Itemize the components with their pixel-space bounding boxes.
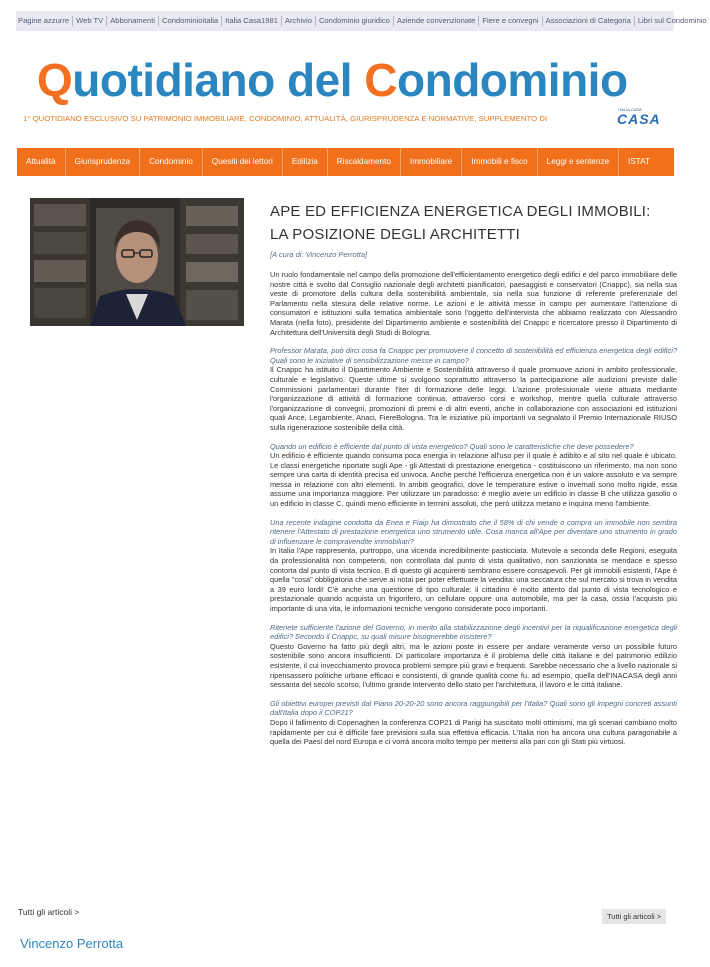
top-nav <box>16 11 707 31</box>
top-nav-associazioni[interactable]: Associazioni di Categoria <box>543 16 635 26</box>
nav-immobiliare[interactable]: Immobiliare <box>401 148 462 176</box>
all-articles-button[interactable]: Tutti gli articoli > <box>602 909 666 924</box>
site-tagline: 1° QUOTIDIANO ESCLUSIVO SU PATRIMONIO IMMOBILIARE, CONDOMINIO, ATTUALITÀ, GIURISPRUDENZA E NORMATIVE, SUPPLEMENTO DI <box>23 114 548 123</box>
top-nav-abbonamenti[interactable]: Abbonamenti <box>107 16 159 26</box>
article-title-line-2: LA POSIZIONE DEGLI ARCHITETTI <box>270 226 521 243</box>
article-body <box>270 270 677 756</box>
top-nav-fiere[interactable]: Fiere e convegni <box>479 16 542 26</box>
qa-block-4 <box>270 623 677 690</box>
nav-riscaldamento[interactable]: Riscaldamento <box>328 148 401 176</box>
article-title-line-1: APE ED EFFICIENZA ENERGETICA DEGLI IMMOBILI: <box>270 203 651 220</box>
logo-text-1: uotidiano del <box>72 54 365 106</box>
logo-letter-q: Q <box>37 54 73 106</box>
question-2: Quando un edificio è efficiente dal punto di vista energetico? Quali sono le caratteristiche che deve possedere? <box>270 441 634 451</box>
nav-edilizia[interactable]: Edilizia <box>283 148 328 176</box>
article-byline: [A cura di: Vincenzo Perrotta] <box>270 250 368 259</box>
top-nav-italia-casa[interactable]: Italia Casa1981 <box>222 16 282 26</box>
qa-block-5 <box>270 699 677 747</box>
answer-4: Questo Governo ha fatto più degli altri, ma le azioni poste in essere per andare veramente verso un possibile futuro sostenibile sono ancora insufficienti. Di particolare importanza è il problema delle città italiane e del patrimonio edilizio esistente, il cui invecchiamento provoca problemi sempre più gravi e frequenti. Sarebbe necessario che a livello nazionale si ripensassero politiche urbane efficaci e consistenti, di grande qualità come fu, ad esempio, quella dell'INACASA degli anni sessanta del secolo scorso, l'ultimo grande intervento dello stato per l'architettura, il lavoro e le città italiane. <box>270 641 677 690</box>
nav-giurisprudenza[interactable]: Giurisprudenza <box>66 148 141 176</box>
top-nav-pagine-azzurre[interactable]: Pagine azzurre <box>16 16 73 26</box>
top-nav-aziende[interactable]: Aziende convenzionate <box>394 16 480 26</box>
question-4: Ritenete sufficiente l'azione del Governo, in merito alla stabilizzazione degli incentivi per la riqualificazione energetica degli edifici? Secondo il Cnappc, su quali misure bisognerebbe insistere? <box>270 622 677 642</box>
author-name[interactable]: Vincenzo Perrotta <box>20 936 124 951</box>
question-3: Una recente indagine condotta da Enea e Fiaip ha dimostrato che il 58% di chi vende o compra un immobile non sembra ritenere l'Attestato di prestazione energetica uno strumento utile. Cosa manca all'Ape per diventare uno strumento in grado di influenzare le compravendite immobiliari? <box>270 517 677 546</box>
qa-block-2 <box>270 442 677 509</box>
answer-2: Un edificio è efficiente quando consuma poca energia in relazione all'uso per il quale è adibito e al sito nel quale è ubicato. Le classi energetiche riportate sugli Ape - gli Attestati di prestazione energetica - costituiscono un riferimento, ma non sono sempre una carta di identità precisa ed univoca. Anche perché l'efficienza energetica non è un valore assoluto e va sempre messa in relazione con altri elementi. In ambiti geografici, dove le temperature estive o invernali sono molto rigide, essa assume una importanza maggiore. Per utilizzare un paradosso: è meglio avere un edificio in classe B che utilizza gasolio o un edificio in classe C, quindi meno efficiente in termini assoluti, che però utilizza metano e inquina meno l'ambiente. <box>270 451 677 509</box>
logo-text-2: ondominio <box>397 54 628 106</box>
qa-block-3 <box>270 518 677 614</box>
site-logo[interactable] <box>37 52 628 108</box>
question-5: Gli obiettivi europei previsti dal Piano 20-20-20 sono ancora raggiungibili per l'Italia? Quali sono gli impegni concreti assunti dall'Italia dopo il COP21? <box>270 698 677 718</box>
article-photo <box>30 198 244 326</box>
qa-block-1 <box>270 346 677 432</box>
answer-1: Il Cnappc ha istituito il Dipartimento Ambiente e Sostenibilità attraverso il quale promuove azioni in ambito professionale, culturale e legislativo. Queste ultime si svolgono soprattutto attraverso la partecipazione alle audizioni previste dalle Commissioni parlamentari durante l'iter di formazione delle leggi. L'azione professionale viene attuata mediante l'organizzazione di attività di formazione continua, attraverso corsi e workshop, mentre quella culturale attraverso l'organizzazione di convegni, promozioni di premi e di altri eventi, anche in collaborazione con associazioni ed istituzioni quali Ance, Legambiente, Anaci, FiereBologna. Tra le iniziative più importanti va segnalato il Premio Internazionale RIUSO sulla rigenerazione sostenibile della città. <box>270 365 677 432</box>
question-1: Professor Marata, può dirci cosa fa Cnappc per promuovere il concetto di sostenibilità ed efficienza energetica degli edifici? Quali sono le iniziative di sensibilizzazione messe in campo? <box>270 346 677 365</box>
answer-5: Dopo il fallimento di Copenaghen la conferenza COP21 di Parigi ha suscitato molti ottimismi, ma gli scenari cambiano molto rapidamente per cui è difficile fare previsioni sulla sua effettiva efficacia. L'Italia non ha ancora una cultura paragonabile a quella dei Paesi del nord Europa e ci vorrà ancora molto tempo per mettersi alla pari con gli Stati più virtuosi. <box>270 717 677 747</box>
article-title <box>270 200 660 246</box>
all-articles-link-left[interactable]: Tutti gli articoli > <box>18 907 80 917</box>
italia-casa-logo[interactable] <box>612 107 664 127</box>
nav-leggi[interactable]: Leggi e sentenze <box>538 148 619 176</box>
top-nav-libri[interactable]: Libri sul Condominio <box>637 16 707 25</box>
top-nav-web-tv[interactable]: Web TV <box>73 16 107 26</box>
casa-logo-small: ITALIA CASA <box>618 107 642 112</box>
main-nav <box>17 148 674 176</box>
top-nav-condominioitalia[interactable]: Condominioitalia <box>159 16 222 26</box>
answer-3: In Italia l'Ape rappresenta, purtroppo, una vicenda incredibilmente pasticciata. Mutevole a seconda delle Regioni, eseguita da professionalità non competenti, non controllata dal punto di vista qualitativo, non sanzionata se mendace e spesso contorta dal punto di vista tecnico. E di questo gli acquirenti sembrano essere consapevoli. Per gli immobili esistenti, l'Ape è quella "cosa" obbligatoria che serve ai notai per poter effettuare la vendita: una seccatura che sul mercato si trova in vendita a 39 euro lordi! C'è anche una questione di tipo culturale: il cittadino è molto attento dal punto di vista tecnologico e prestazionale quando acquista un frigorifero, un cellulare oppure una automobile, ma per la casa, ossia l'acquisto più importante di una vita, le informazioni tecniche vengono considerate poco importanti. <box>270 546 677 613</box>
nav-istat[interactable]: ISTAT <box>628 157 651 166</box>
nav-immobili-fisco[interactable]: Immobili e fisco <box>462 148 537 176</box>
nav-condominio[interactable]: Condominio <box>140 148 203 176</box>
article-intro: Un ruolo fondamentale nel campo della promozione dell'efficientamento energetico degli edifici e del parco immobiliare delle nostre città e svolto dal Consiglio nazionale degli architetti pianificatori, paesaggisti e conservatori (Cnappc), sia nella sua veste di promotore della cultura della sostenibilità ambientale, sia nella sua funzione di referente preferenziale del Parlamento nella stesura delle relative norme. Le azioni e le attività messe in campo per aumentare l'attenzione di consumatori e istituzioni sulla tematica ambientale sono l'oggetto dell'intervista che abbiamo realizzato con Alessandro Marata (nella foto), presidente del Dipartimento ambiente e sostenibilità del Cnappc e ricercatore presso il Dipartimento di Architettura dell'Università degli Studi di Bologna. <box>270 270 677 337</box>
nav-quesiti[interactable]: Quesiti dei lettori <box>203 148 283 176</box>
casa-logo-big: CASA <box>617 111 661 127</box>
top-nav-condominio-giuridico[interactable]: Condominio giuridico <box>316 16 394 26</box>
logo-letter-c: C <box>364 54 397 106</box>
top-nav-archivio[interactable]: Archivio <box>282 16 316 26</box>
nav-attualita[interactable]: Attualità <box>17 148 66 176</box>
